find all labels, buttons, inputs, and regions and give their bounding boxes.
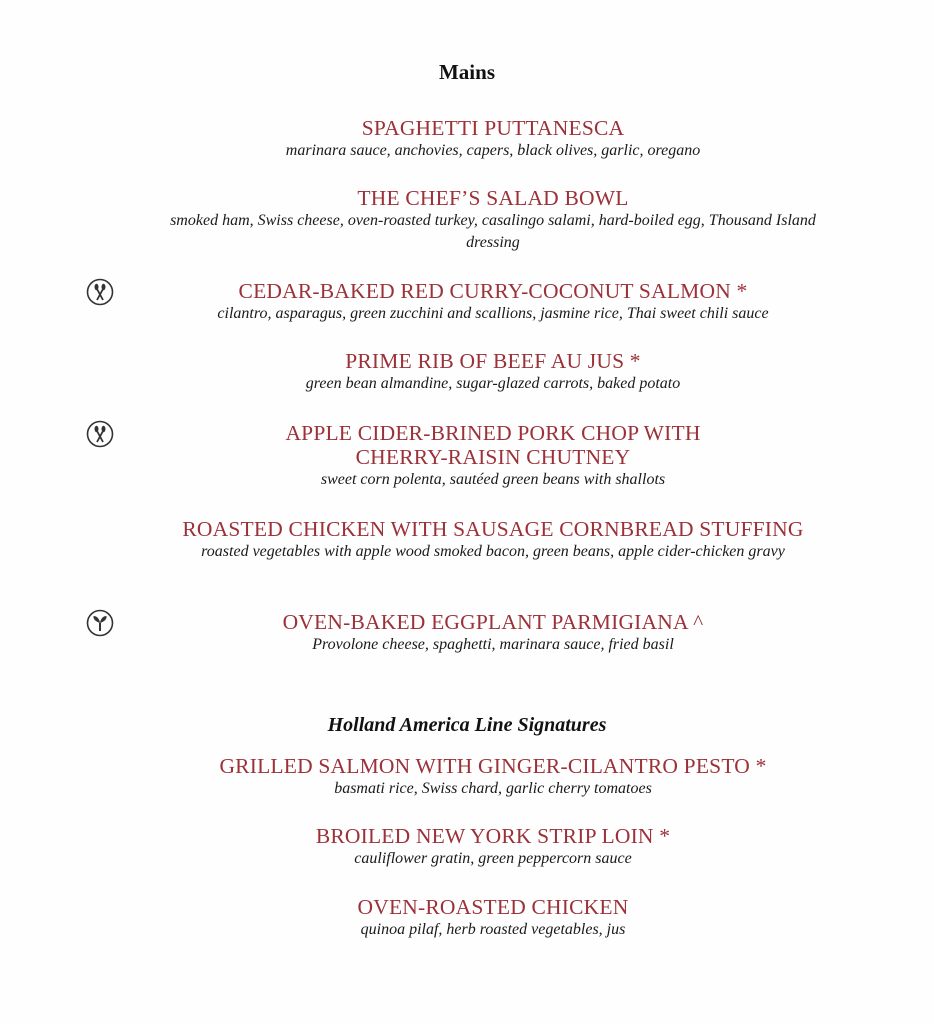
menu-item [150, 754, 836, 800]
dish-description: cauliflower gratin, green peppercorn sauce [354, 850, 632, 867]
dish-description: sweet corn polenta, sautéed green beans with shallots [320, 471, 666, 488]
menu-item [150, 116, 836, 162]
dish-name: APPLE CIDER-BRINED PORK CHOP WITH CHERRY-RAISIN CHUTNEY [285, 421, 701, 469]
signatures-heading: Holland America Line Signatures [327, 714, 607, 736]
dish-description: quinoa pilaf, herb roasted vegetables, jus [360, 921, 626, 938]
dish-name: ROASTED CHICKEN WITH SAUSAGE CORNBREAD STUFFING [182, 517, 804, 541]
menu-item [140, 517, 846, 563]
dish-name: BROILED NEW YORK STRIP LOIN * [315, 824, 671, 848]
menu-item [150, 186, 836, 254]
dish-name: PRIME RIB OF BEEF AU JUS * [345, 349, 641, 373]
dish-description: smoked ham, Swiss cheese, oven-roasted turkey, casalingo salami, hard-boiled egg, Thousand Island dressing [170, 212, 816, 251]
mains-heading: Mains [438, 60, 495, 84]
dish-name: OVEN-BAKED EGGPLANT PARMIGIANA ^ [282, 610, 704, 634]
dish-name: SPAGHETTI PUTTANESCA [361, 116, 625, 140]
dish-description: cilantro, asparagus, green zucchini and scallions, jasmine rice, Thai sweet chili sauce [217, 305, 769, 322]
dish-description: basmati rice, Swiss chard, garlic cherry tomatoes [334, 780, 652, 797]
dish-name: GRILLED SALMON WITH GINGER-CILANTRO PESTO * [219, 754, 767, 778]
vegetarian-sprout-icon [85, 608, 115, 638]
dish-description: marinara sauce, anchovies, capers, black olives, garlic, oregano [285, 142, 701, 159]
dish-description: roasted vegetables with apple wood smoked bacon, green beans, apple cider-chicken gravy [201, 543, 785, 560]
utensils-icon [85, 419, 115, 449]
dish-description: Provolone cheese, spaghetti, marinara sauce, fried basil [312, 636, 674, 653]
menu-item [150, 279, 836, 325]
dish-name: THE CHEF’S SALAD BOWL [357, 186, 629, 210]
menu-item [150, 895, 836, 941]
menu-item [150, 349, 836, 395]
dish-name: CEDAR-BAKED RED CURRY-COCONUT SALMON * [238, 279, 748, 303]
dish-description: green bean almandine, sugar-glazed carrots, baked potato [305, 375, 681, 392]
menu-item [250, 421, 736, 491]
dish-name: OVEN-ROASTED CHICKEN [357, 895, 629, 919]
menu-item [150, 610, 836, 656]
menu-item [150, 824, 836, 870]
utensils-icon [85, 277, 115, 307]
